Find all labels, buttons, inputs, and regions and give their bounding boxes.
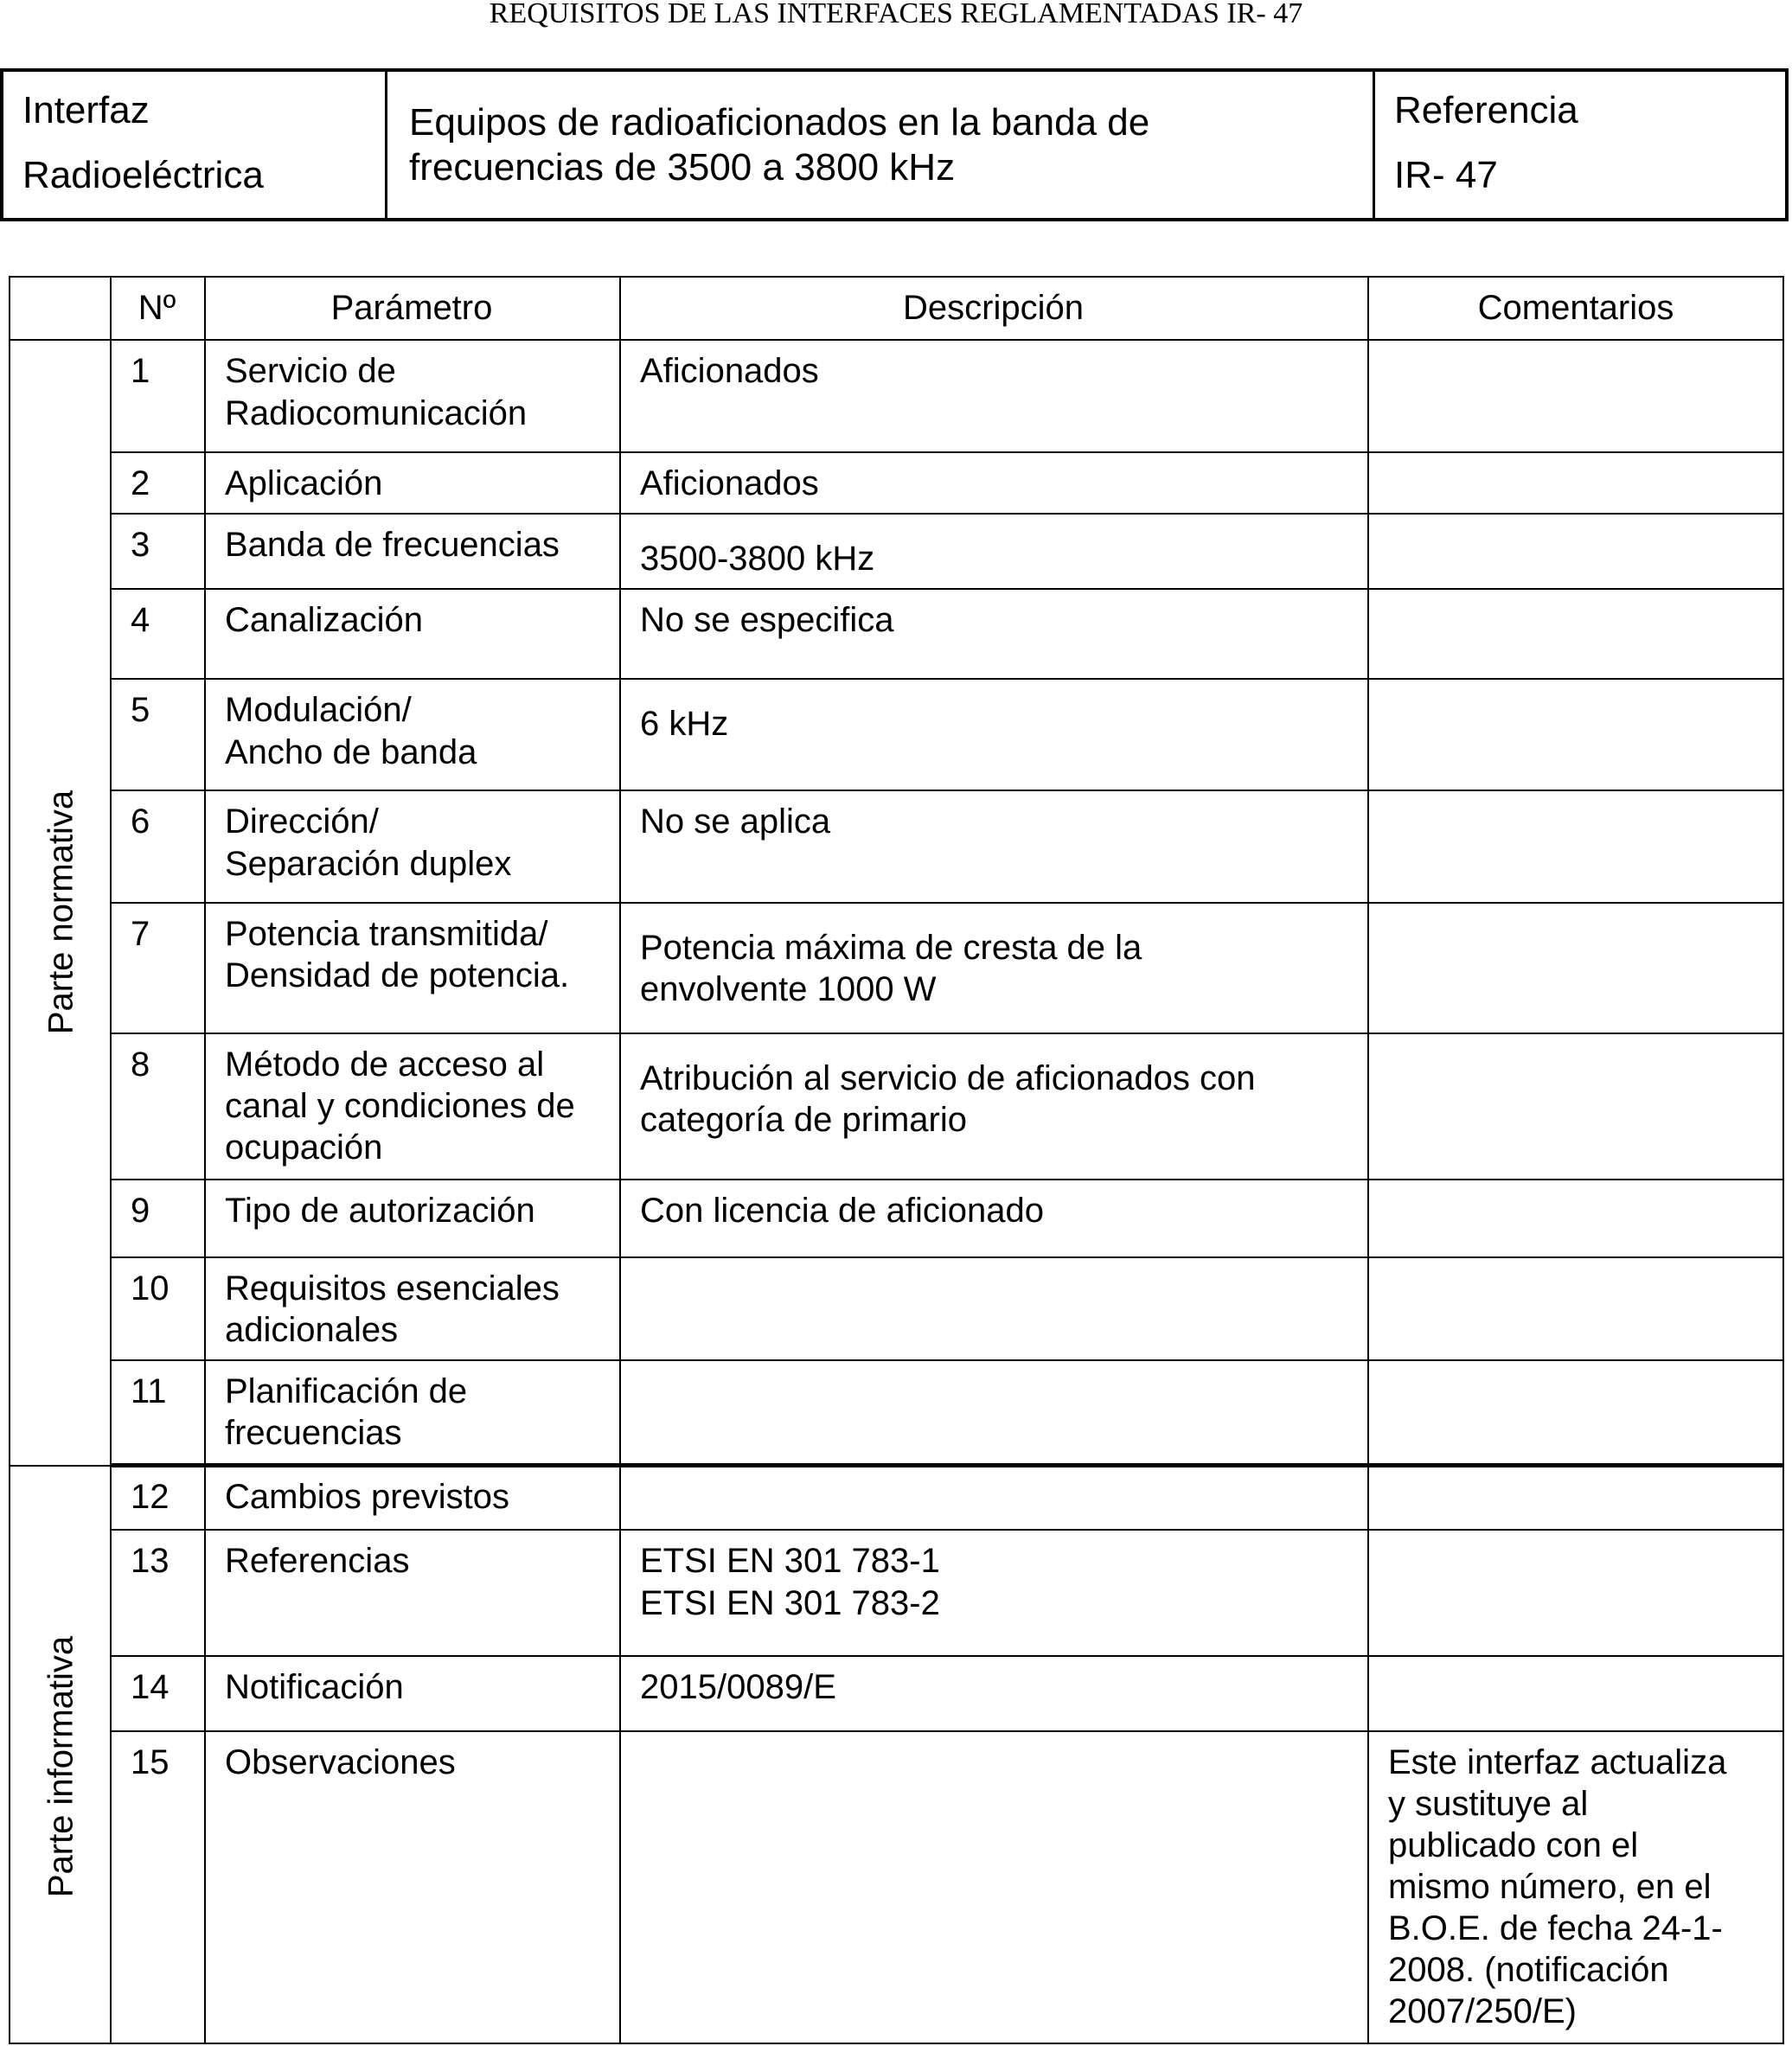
- row-description-line: 6 kHz: [640, 705, 729, 743]
- column-header-comments: Comentarios: [1477, 289, 1674, 327]
- table-column-line: [1367, 276, 1369, 2043]
- row-parameter: [225, 801, 511, 886]
- row-description-line: No se aplica: [640, 802, 831, 841]
- table-row-line: [110, 1033, 1784, 1034]
- table-row-line: [110, 902, 1784, 904]
- section-divider-line: [110, 1463, 1784, 1467]
- row-parameter: [225, 1190, 535, 1231]
- row-parameter-line: canal y condiciones de: [225, 1087, 575, 1125]
- row-description-line: ETSI EN 301 783-1: [640, 1542, 940, 1580]
- table-border-right: [1782, 276, 1784, 2043]
- header-interface-line-1: Interfaz: [22, 89, 150, 131]
- row-comments-line: mismo número, en el: [1388, 1868, 1712, 1906]
- row-parameter-line: Notificación: [225, 1668, 404, 1706]
- row-description-line: Potencia máxima de cresta de la: [640, 929, 1142, 967]
- table-header-line: [9, 339, 1784, 341]
- column-header-parameter: Parámetro: [330, 289, 493, 327]
- row-description: [640, 927, 1142, 1010]
- row-parameter-line: Cambios previstos: [225, 1478, 510, 1516]
- row-description: [640, 350, 819, 393]
- row-parameter: [225, 1540, 409, 1582]
- row-description: [640, 801, 830, 843]
- header-reference-label: Referencia: [1394, 89, 1578, 131]
- row-parameter-line: frecuencias: [225, 1414, 402, 1452]
- table-border-top: [9, 276, 1784, 278]
- header-reference-cell: [1375, 72, 1789, 218]
- row-number: 2: [131, 464, 150, 502]
- row-parameter: [225, 1371, 467, 1454]
- row-parameter-line: adicionales: [225, 1311, 399, 1349]
- row-parameter: [225, 350, 527, 435]
- row-description-line: 3500-3800 kHz: [640, 540, 875, 578]
- row-description-line: Con licencia de aficionado: [640, 1192, 1044, 1230]
- table-row-line: [110, 1179, 1784, 1180]
- section-label-normative: Parte normativa: [42, 790, 80, 1035]
- row-parameter: [225, 1666, 404, 1709]
- row-description: [640, 1190, 1044, 1231]
- row-description-line: Atribución al servicio de aficionados con: [640, 1059, 1256, 1097]
- row-comments-line: B.O.E. de fecha 24-1-: [1388, 1909, 1723, 1947]
- row-parameter-line: Canalización: [225, 601, 424, 639]
- table-row-line: [110, 1730, 1784, 1732]
- row-comments-line: y sustituye al: [1388, 1785, 1589, 1823]
- column-header-number: Nº: [138, 289, 176, 327]
- row-number: 3: [131, 526, 150, 564]
- running-header: REQUISITOS DE LAS INTERFACES REGLAMENTADAS IR- 47: [489, 0, 1303, 29]
- section-side-line: [9, 1465, 110, 1467]
- row-description-line: ETSI EN 301 783-2: [640, 1584, 940, 1622]
- row-number: 4: [131, 601, 150, 639]
- column-header-description: Descripción: [903, 289, 1084, 327]
- row-comments-line: Este interfaz actualiza: [1388, 1743, 1727, 1781]
- row-parameter-line: Método de acceso al: [225, 1045, 545, 1084]
- row-description-line: No se especifica: [640, 601, 894, 639]
- row-parameter-line: Servicio de: [225, 352, 396, 390]
- header-interface-line-2: Radioeléctrica: [22, 154, 264, 196]
- row-parameter-line: Planificación de: [225, 1372, 468, 1410]
- row-parameter: [225, 913, 569, 996]
- row-parameter: [225, 599, 423, 642]
- row-parameter-line: Referencias: [225, 1542, 410, 1580]
- table-row-line: [110, 1359, 1784, 1361]
- row-parameter-line: Separación duplex: [225, 845, 512, 883]
- row-parameter: [225, 524, 560, 566]
- row-parameter-line: Radiocomunicación: [225, 394, 528, 432]
- table-row-line: [110, 513, 1784, 515]
- row-description: [640, 538, 874, 580]
- table-row-line: [110, 1256, 1784, 1258]
- row-number: 13: [131, 1542, 170, 1580]
- row-number: 6: [131, 802, 150, 841]
- row-description-line: 2015/0089/E: [640, 1668, 836, 1706]
- header-interface-cell: [3, 72, 387, 218]
- section-label-informative: Parte informativa: [42, 1635, 80, 1898]
- row-parameter-line: ocupación: [225, 1128, 383, 1167]
- table-row-line: [110, 588, 1784, 590]
- row-parameter-line: Dirección/: [225, 802, 379, 841]
- row-description: [640, 463, 819, 505]
- row-number: 14: [131, 1668, 170, 1706]
- row-parameter-line: Observaciones: [225, 1743, 456, 1781]
- header-reference-value: IR- 47: [1394, 154, 1498, 196]
- table-row-line: [110, 790, 1784, 791]
- row-parameter-line: Modulación/: [225, 691, 412, 729]
- row-parameter: [225, 463, 382, 505]
- header-box: [0, 68, 1789, 221]
- row-parameter-line: Aplicación: [225, 464, 383, 502]
- table-row-line: [110, 451, 1784, 453]
- row-number: 9: [131, 1192, 150, 1230]
- row-parameter: [225, 1476, 509, 1519]
- header-description-line-2: frecuencias de 3500 a 3800 kHz: [409, 146, 956, 189]
- row-description-line: categoría de primario: [640, 1101, 967, 1139]
- row-comments-line: publicado con el: [1388, 1826, 1639, 1864]
- table-row-line: [110, 1655, 1784, 1657]
- row-description: [640, 1058, 1256, 1141]
- table-column-line: [110, 276, 112, 2043]
- row-parameter: [225, 1268, 560, 1351]
- row-parameter-line: Requisitos esenciales: [225, 1269, 560, 1308]
- row-description: [640, 1540, 940, 1625]
- table-column-line: [204, 276, 206, 2043]
- row-description: [640, 703, 728, 745]
- table-column-line: [619, 276, 621, 2043]
- row-comments: [1388, 1742, 1726, 2032]
- row-parameter: [225, 1044, 575, 1168]
- table-row-line: [110, 678, 1784, 680]
- row-number: 11: [131, 1372, 167, 1410]
- row-description-line: Aficionados: [640, 352, 819, 390]
- row-number: 1: [131, 352, 150, 390]
- row-description-line: envolvente 1000 W: [640, 970, 937, 1008]
- row-number: 15: [131, 1743, 170, 1781]
- row-parameter-line: Banda de frecuencias: [225, 526, 560, 564]
- row-parameter-line: Densidad de potencia.: [225, 956, 570, 994]
- row-parameter-line: Potencia transmitida/: [225, 915, 548, 953]
- table-border-bottom: [9, 2043, 1784, 2044]
- row-parameter: [225, 1742, 456, 1784]
- row-description: [640, 1666, 836, 1709]
- row-description: [640, 599, 893, 642]
- table-row-line: [110, 1529, 1784, 1531]
- row-parameter-line: Ancho de banda: [225, 733, 477, 771]
- row-number: 10: [131, 1269, 170, 1308]
- header-description-line-1: Equipos de radioaficionados en la banda de: [409, 101, 1150, 144]
- table-border-left: [9, 276, 10, 2043]
- row-parameter-line: Tipo de autorización: [225, 1192, 535, 1230]
- row-number: 12: [131, 1478, 170, 1516]
- row-comments-line: 2008. (notificación: [1388, 1951, 1669, 1989]
- row-comments-line: 2007/250/E): [1388, 1992, 1577, 2030]
- row-description-line: Aficionados: [640, 464, 819, 502]
- row-number: 5: [131, 691, 150, 729]
- row-parameter: [225, 689, 477, 774]
- row-number: 8: [131, 1045, 150, 1084]
- header-description-cell: [387, 72, 1375, 218]
- row-number: 7: [131, 915, 150, 953]
